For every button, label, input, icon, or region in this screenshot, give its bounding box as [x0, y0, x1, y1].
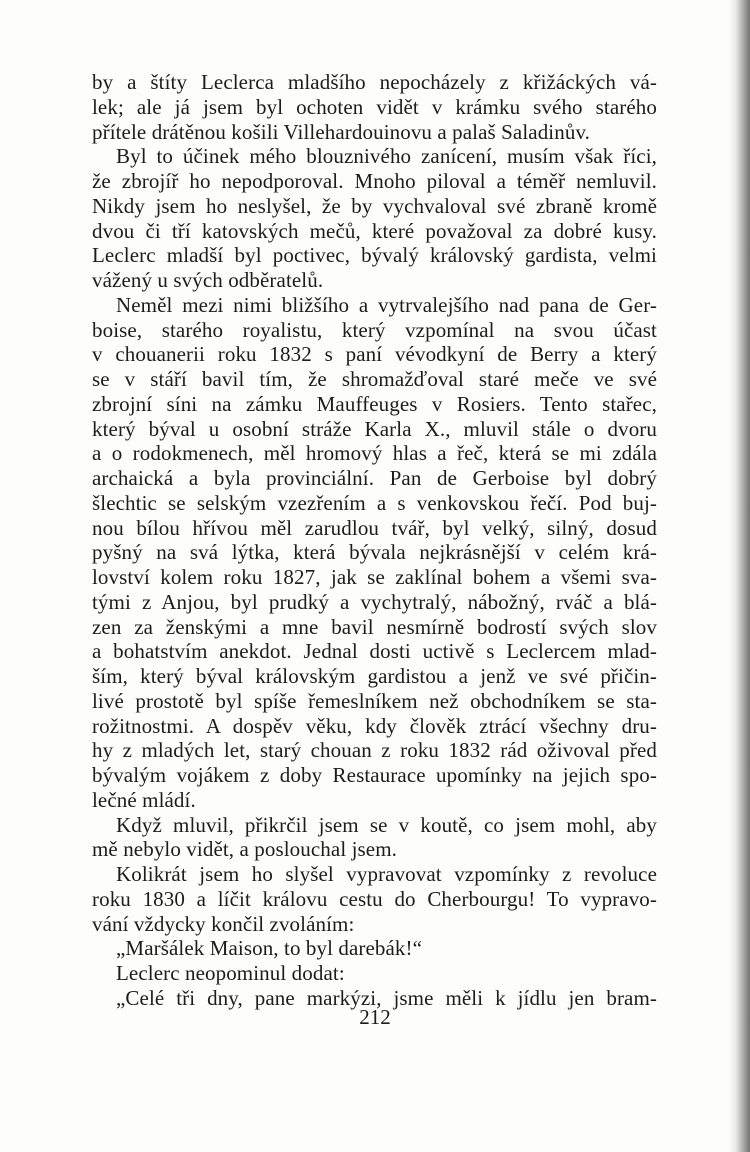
text-line: Kolikrát jsem ho slyšel vypravovat vzpomínky z revoluce	[116, 862, 657, 886]
text-line: přítele drátěnou košili Villehardouinovu a palaš Saladinův.	[92, 119, 591, 144]
text-line: vážený u svých odběratelů.	[92, 268, 324, 292]
text-line: Když mluvil, přikrčil jsem se v koutě, co jsem mohl, aby	[116, 812, 657, 837]
text-line: že zbrojíř ho nepodporoval. Mnoho piloval a téměř nemluvil.	[92, 169, 657, 193]
text-line: tými z Anjou, byl prudký a vychytralý, nábožný, rváč a blá-	[92, 589, 657, 614]
text-line: dvou či tří katovských mečů, které považoval za dobré kusy.	[92, 218, 657, 243]
text-line: lovství kolem roku 1827, jak se zaklínal bohem a všemi sva-	[92, 565, 657, 589]
text-line: lek; ale já jsem byl ochoten vidět v krámku svého starého	[92, 94, 657, 119]
text-line: ším, který býval královským gardistou a jenž ve své přičin-	[92, 664, 657, 688]
text-line: šlechtic se selským vzezřením a s venkovskou řečí. Pod buj-	[92, 490, 657, 515]
text-line: a bohatstvím anekdot. Jednal dosti uctivě s Leclercem mlad-	[92, 639, 657, 664]
text-line: který býval u osobní stráže Karla X., mluvil stále o dvoru	[92, 416, 657, 441]
text-line: Leclerc mladší byl poctivec, bývalý královský gardista, velmi	[92, 243, 657, 268]
text-line: archaická a byla provinciální. Pan de Gerboise byl dobrý	[92, 466, 657, 490]
text-line: livé prostotě byl spíše řemeslníkem než obchodníkem se sta-	[92, 688, 657, 713]
text-line: a o rodokmenech, měl hromový hlas a řeč, která se mi zdála	[92, 441, 657, 466]
text-line: nou bílou hřívou měl zarudlou tvář, byl velký, silný, dosud	[92, 515, 657, 540]
text-line: zbrojní síni na zámku Mauffeuges v Rosiers. Tento stařec,	[92, 391, 657, 416]
text-line: „Maršálek Maison, to byl darebák!“	[116, 936, 423, 961]
text-line: zen za ženskými a mne bavil nesmírně bodrostí svých slov	[92, 614, 657, 639]
text-line: vání vždycky končil zvoláním:	[92, 911, 355, 936]
text-line: Neměl mezi nimi bližšího a vytrvalejšího nad pana de Ger-	[116, 292, 657, 317]
text-line: pyšný na svá lýtka, která bývala nejkrásnější v celém krá-	[92, 540, 657, 565]
text-line: rožitnostmi. A dospěv věku, kdy člověk ztrácí všechny dru-	[92, 713, 657, 738]
text-line: roku 1830 a líčit královu cestu do Cherbourgu! To vypravo-	[92, 886, 657, 911]
text-line: Nikdy jsem ho neslyšel, že by vychvaloval své zbraně kromě	[92, 193, 657, 218]
text-line: Leclerc neopominul dodat:	[116, 961, 345, 985]
page-edge-shadow	[728, 0, 750, 1152]
body-text	[92, 70, 657, 1011]
text-line: by a štíty Leclerca mladšího nepocházely z křižáckých vá-	[92, 70, 657, 94]
page-number: 212	[359, 1005, 391, 1029]
text-line: boise, starého royalistu, který vzpomínal na svou účast	[92, 317, 657, 342]
text-line: v chouanerii roku 1832 s paní vévodkyní de Berry a který	[92, 342, 657, 367]
text-line: bývalým vojákem z doby Restaurace upomínky na jejich spo-	[92, 763, 657, 787]
text-line: Byl to účinek mého blouznivého zanícení, musím však říci,	[116, 144, 657, 169]
text-line: se v stáří bavil tím, že shromažďoval staré meče ve své	[92, 367, 657, 391]
text-line: hy z mladých let, starý chouan z roku 1832 rád oživoval před	[92, 738, 657, 763]
text-line: lečné mládí.	[92, 787, 196, 812]
text-line: „Celé tři dny, pane markýzi, jsme měli k jídlu jen bram-	[116, 985, 657, 1010]
text-line: mě nebylo vidět, a poslouchal jsem.	[92, 837, 398, 862]
